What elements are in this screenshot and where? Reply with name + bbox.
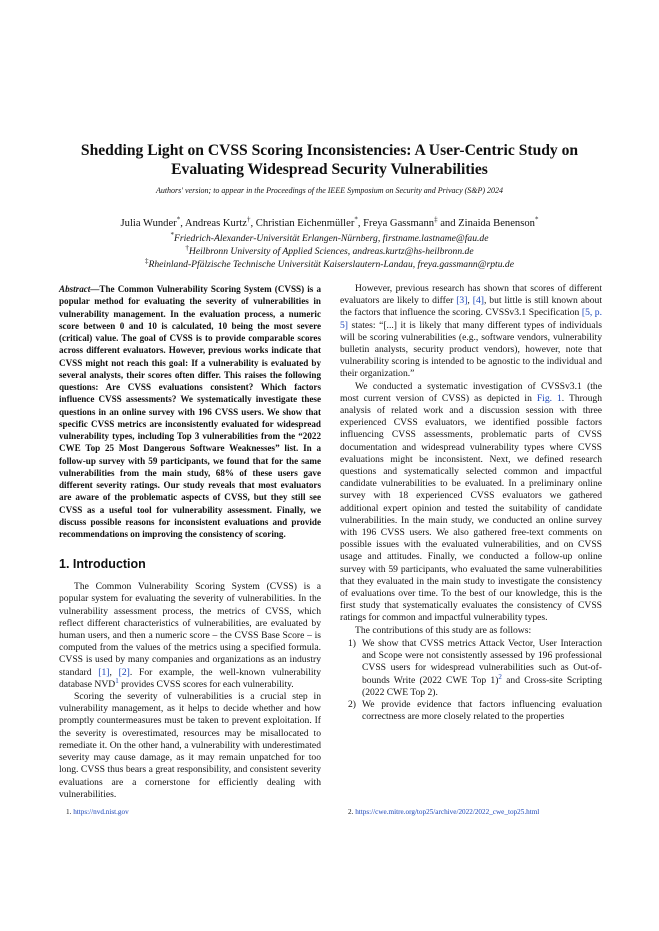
list-item-body: We show that CVSS metrics Attack Vector, User Interaction and Scope were not consistently assessed by 196 professional CVSS users for widespread vulnerabilities such as Out-of-bounds Write (2022 CWE Top 1)	[362, 637, 602, 686]
affiliation	[20, 256, 639, 271]
citation-link[interactable]: [2]	[118, 666, 130, 678]
affiliation	[20, 230, 639, 245]
footnote-link[interactable]: https://nvd.nist.gov	[73, 808, 129, 816]
list-item-body: and Cross-site Scripting (2022 CWE Top 2).	[362, 674, 602, 698]
paragraph-text: We conducted a systematic investigation of CVSSv3.1 (the most current version of CVSS) as depicted in	[340, 380, 602, 404]
affiliation-text: Heilbronn University of Applied Sciences, andreas.kurtz@hs-heilbronn.de	[188, 246, 474, 257]
affiliation-text: Friedrich-Alexander-Universität Erlangen-Nürnberg, firstname.lastname@fau.de	[174, 233, 489, 244]
author-separator: and	[437, 218, 459, 229]
citation-link[interactable]: [4]	[472, 295, 484, 307]
list-item-number: 2)	[348, 698, 356, 710]
author-list	[20, 217, 639, 230]
abstract-label: Abstract—	[59, 284, 100, 294]
figure-link[interactable]: Fig. 1	[536, 392, 562, 404]
author-mark: ‡	[434, 215, 438, 224]
paragraph-text: . For example, the well-known vulnerability database NVD	[59, 666, 321, 690]
citation-link[interactable]: [3]	[456, 295, 468, 307]
paper-title-line-2: Evaluating Widespread Security Vulnerabilities	[171, 161, 488, 178]
paragraph-text: However, previous research has shown that scores of different evaluators are likely to differ	[340, 283, 602, 307]
paper-title-line-1: Shedding Light on CVSS Scoring Inconsistencies: A User-Centric Study on	[80, 142, 579, 159]
footnote-number: 1.	[66, 808, 72, 816]
affiliation-mark: ‡	[145, 256, 149, 265]
affiliation-mark: †	[185, 243, 189, 252]
paper-title	[40, 141, 619, 179]
footnote	[66, 808, 129, 817]
citation-link[interactable]: [1]	[98, 666, 110, 678]
paragraph-text: The Common Vulnerability Scoring System (CVSS) is a popular system for evaluating the severity of vulnerabilities. In the vulnerability assessment process, the metrics of CVSS, which reflect different characteristics of vulnerabilities, are evaluated by human users, and then a numeric score – the CVSS Base Score – is computed from the values of the metrics using a specified formula. CVSS is used by many companies and organizations as an industry standard	[59, 581, 321, 678]
author-separator: ,	[250, 218, 256, 229]
footnote	[348, 808, 539, 817]
intro-paragraph: Scoring the severity of vulnerabilities is a crucial step in vulnerability management, as it helps to decide whether and how promptly countermeasures must be taken to prevent exploitation. If the severity is overestimated, resources may be misallocated to remediate it. On the other hand, a vulnerability with underestimated severity may cause damage, as it may remain unpatched for too long. CVSS thus bears a great responsibility, and consistent severity evaluations are a cornerstone for efficiently dealing with vulnerabilities.	[59, 691, 321, 800]
paragraph-text: states: “[...] it is likely that many different types of individuals will be scoring vulnerabilities (e.g., software vendors, vulnerability bulletin analysts, security product vendors), however, note that vulnerability scoring is intended to be agnostic to the individual and their organization.”	[340, 319, 602, 380]
abstract-text: The Common Vulnerability Scoring System (CVSS) is a popular method for evaluating the severity of vulnerabilities in vulnerability management. In the evaluation process, a numeric score between 0 and 10 is calculated, 10 being the most severe (critical) value. The goal of CVSS is to provide comparable scores across different evaluators. However, previous works indicate that CVSS might not reach this goal: If a vulnerability is evaluated by several analysts, their scores often differ. This raises the following questions: Are CVSS evaluations consistent? Which factors influence CVSS assessments? We systematically investigate these questions in an online survey with 196 CVSS users. We show that specific CVSS metrics are inconsistently evaluated for widespread vulnerability types, including Top 3 vulnerabilities from the “2022 CWE Top 25 Most Dangerous Software Weaknesses” list. In a follow-up survey with 59 participants, we found that for the same vulnerabilities from the main study, 68% of these users gave different severity ratings. Our study reveals that most evaluators are aware of the problematic aspects of CVSS, but they still see CVSS as a useful tool for vulnerability assessment. Finally, we discuss possible reasons for inconsistent evaluations and provide recommendations on improving the consistency of scoring.	[59, 284, 321, 539]
right-column	[340, 283, 602, 723]
intro-paragraph	[340, 381, 602, 625]
author-name: Christian Eichenmüller	[255, 218, 355, 229]
abstract	[59, 283, 321, 540]
author-mark: *	[176, 215, 181, 224]
citation-link[interactable]: [5, p. 5]	[340, 307, 603, 331]
footnote-mark[interactable]: 2	[498, 672, 502, 681]
paragraph-text: , but little is still known about the factors that influence the scoring. CVSSv3.1 Specification	[340, 295, 603, 319]
author-mark: †	[247, 215, 251, 224]
affiliation-text: Rheinland-Pfälzische Technische Universität Kaiserslautern-Landau, freya.gassmann@rptu.de	[148, 259, 514, 270]
list-item-number: 1)	[348, 637, 356, 649]
author-mark: *	[354, 215, 358, 224]
paragraph-text: . Through analysis of related work and a discussion session with three experienced CVSS evaluators, we identified possible factors influencing CVSS assessments, problematic parts of CVSS documentation and widespread vulnerability types where CVSS evaluations might be inconsistent. Next, we defined research questions and systematically selected common and impactful candidate vulnerabilities to be evaluated. In a preliminary online survey with 18 experienced CVSS evaluators we gathered additional expert opinion and tested the suitability of candidate vulnerabilities. In the main study, we conducted an online survey with 196 CVSS users. We also gathered free-text comments on possible issues with the evaluated vulnerabilities, and on CVSS usage and attitudes. Finally, we conducted a follow-up online survey with 59 participants, who evaluated the same vulnerabilities that they evaluated in the main study to investigate the consistency of evaluations over time. To the best of our knowledge, this is the first study that systematically evaluates the consistency of CVSS ratings for common and impactful vulnerability types.	[340, 392, 602, 624]
left-column	[59, 283, 321, 801]
list-item-text: We provide evidence that factors influencing evaluation correctness are more closely related to the properties	[362, 698, 602, 723]
version-note: Authors' version; to appear in the Proceedings of the IEEE Symposium on Security and Privacy (S&P) 2024	[155, 186, 504, 195]
author-name: Zinaida Benenson	[458, 218, 535, 229]
contributions-intro: The contributions of this study are as follows:	[355, 624, 532, 636]
affiliation	[20, 243, 639, 258]
author-separator: ,	[357, 218, 364, 229]
list-item-text	[362, 638, 602, 699]
footnote-link[interactable]: https://cwe.mitre.org/top25/archive/2022/2022_cwe_top25.html	[355, 808, 540, 816]
author-name: Andreas Kurtz	[184, 218, 247, 229]
list-item	[340, 699, 602, 723]
affiliation-mark: *	[170, 230, 175, 239]
author-name: Freya Gassmann	[363, 218, 435, 229]
author-separator: ,	[180, 218, 185, 229]
list-item	[340, 638, 602, 699]
footnote-number: 2.	[348, 808, 354, 816]
paragraph-text: provides CVSS scores for each vulnerability.	[118, 678, 294, 690]
footnote-mark[interactable]: 1	[115, 676, 119, 685]
intro-paragraph: The Common Vulnerability Scoring System (CVSS) is a popular system for evaluating the severity of vulnerabilities. In the vulnerability assessment process, the metrics of CVSS, which reflect different characteristics of vulnerabilities, are evaluated by human users, and then a numeric score – the CVSS Base Score – is computed from the values of the metrics using a specified formula. CVSS is used by many companies and organizations as an industry standard [1], [2]. For example, the well-known vulnerability database NVD$^1$ provides CVSS scores for each vulnerability.	[59, 581, 321, 690]
author-name: Julia Wunder	[120, 218, 177, 229]
section-heading-introduction: 1. Introduction	[59, 557, 146, 572]
intro-paragraph: However, previous research has shown that scores of different evaluators are likely to differ [3], [4], but little is still known about the factors that influence the scoring. CVSSv3.1 Specification [5, p. 5] states: “[...] it is likely that many different types of individuals will be scoring vulnerabilities (e.g., software vendors, vulnerability bulletin analysts, security product vendors), however, note that vulnerability scoring is intended to be agnostic to the individual and their organization.”	[340, 283, 603, 380]
author-mark: *	[534, 215, 539, 224]
contributions-list	[340, 638, 602, 723]
